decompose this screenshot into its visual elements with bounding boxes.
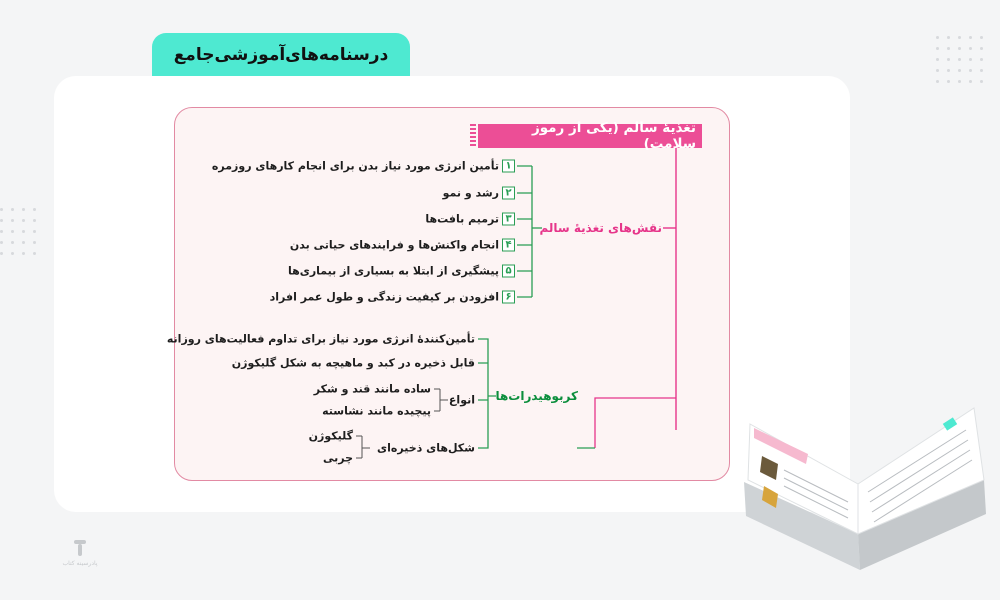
role-number-5: ۵	[502, 265, 515, 278]
carbs-type-simple: ساده مانند قند و شکر	[313, 382, 431, 396]
role-item-2: رشد و نمو	[442, 186, 499, 200]
carbs-item-2: قابل ذخیره در کبد و ماهیچه به شکل گلیکوژن	[231, 356, 475, 370]
logo-mark-icon	[72, 538, 88, 558]
roles-heading: نقش‌های تغذیهٔ سالم	[539, 221, 662, 235]
role-number-2: ۲	[502, 187, 515, 200]
carbs-storage-label: شکل‌های ذخیره‌ای	[377, 441, 475, 455]
logo-text: پادرسینه کتاب	[62, 560, 98, 567]
role-number-4: ۴	[502, 239, 515, 252]
role-number-3: ۳	[502, 213, 515, 226]
carbs-storage-glycogen: گلیکوژن	[308, 429, 353, 443]
role-number-1: ۱	[502, 160, 515, 173]
role-item-4: انجام واکنش‌ها و فرایندهای حیاتی بدن	[289, 238, 499, 252]
role-item-6: افزودن بر کیفیت زندگی و طول عمر افراد	[269, 290, 499, 304]
carbs-item-1: تأمین‌کنندهٔ انرژی مورد نیاز برای تداوم فعالیت‌های روزانه	[166, 332, 475, 346]
role-item-1: تأمین انرژی مورد نیاز بدن برای انجام کارهای روزمره	[211, 159, 499, 173]
header-title: درسنامه‌های‌آموزشی‌جامع	[173, 45, 389, 65]
header-tab	[152, 33, 410, 77]
book-illustration	[738, 384, 990, 580]
role-number-6: ۶	[502, 291, 515, 304]
brand-logo	[58, 538, 102, 574]
carbs-type-complex: پیچیده مانند نشاسته	[322, 404, 431, 418]
carbs-storage-fat: چربی	[322, 451, 353, 465]
title-stripe	[470, 124, 476, 148]
role-item-5: پیشگیری از ابتلا به بسیاری از بیماری‌ها	[287, 264, 499, 278]
carbs-types-label: انواع	[448, 393, 475, 407]
decorative-dots-left	[0, 208, 36, 255]
mindmap-title	[478, 120, 702, 152]
carbs-heading: کربوهیدرات‌ها	[495, 389, 578, 403]
decorative-dots-right	[936, 36, 983, 83]
role-item-3: ترمیم بافت‌ها	[425, 212, 499, 226]
mindmap-title-text: تغذیهٔ سالم (یکی از رموز سلامت)	[531, 120, 696, 152]
